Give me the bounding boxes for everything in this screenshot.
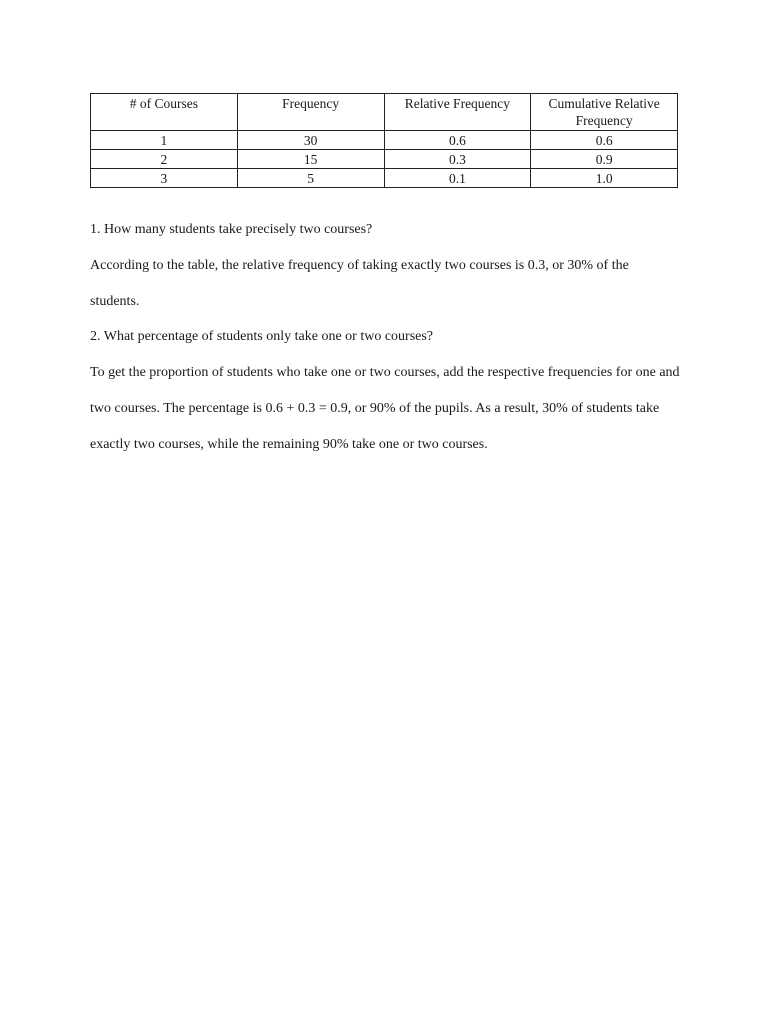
table-row (91, 131, 678, 150)
column-header-cumulative-relative-frequency: Cumulative Relative Frequency (531, 94, 678, 131)
table-cell: 0.9 (531, 150, 678, 169)
table-cell: 15 (237, 150, 384, 169)
table-cell: 1.0 (531, 169, 678, 188)
table-cell: 0.6 (384, 131, 531, 150)
table-cell: 0.1 (384, 169, 531, 188)
column-header-relative-frequency: Relative Frequency (384, 94, 531, 131)
frequency-table (90, 93, 678, 188)
table-row (91, 169, 678, 188)
column-header-frequency: Frequency (237, 94, 384, 131)
table-cell: 0.6 (531, 131, 678, 150)
table-cell: 0.3 (384, 150, 531, 169)
table-cell: 3 (91, 169, 238, 188)
question-2: 2. What percentage of students only take one or two courses? (90, 329, 434, 344)
question-1: 1. How many students take precisely two courses? (90, 222, 373, 237)
table-cell: 5 (237, 169, 384, 188)
answer-1: According to the table, the relative frequency of taking exactly two courses is 0.3, or 30% of the students. (90, 258, 629, 309)
table-header-row (91, 94, 678, 131)
table-cell: 1 (91, 131, 238, 150)
answer-2: To get the proportion of students who take one or two courses, add the respective frequencies for one and two courses. The percentage is 0.6 + 0.3 = 0.9, or 90% of the pupils. As a result, 30% of students take exactly two courses, while the remaining 90% take one or two courses. (90, 365, 680, 452)
table-cell: 2 (91, 150, 238, 169)
table-row (91, 150, 678, 169)
table-cell: 30 (237, 131, 384, 150)
column-header-courses: # of Courses (91, 94, 238, 131)
